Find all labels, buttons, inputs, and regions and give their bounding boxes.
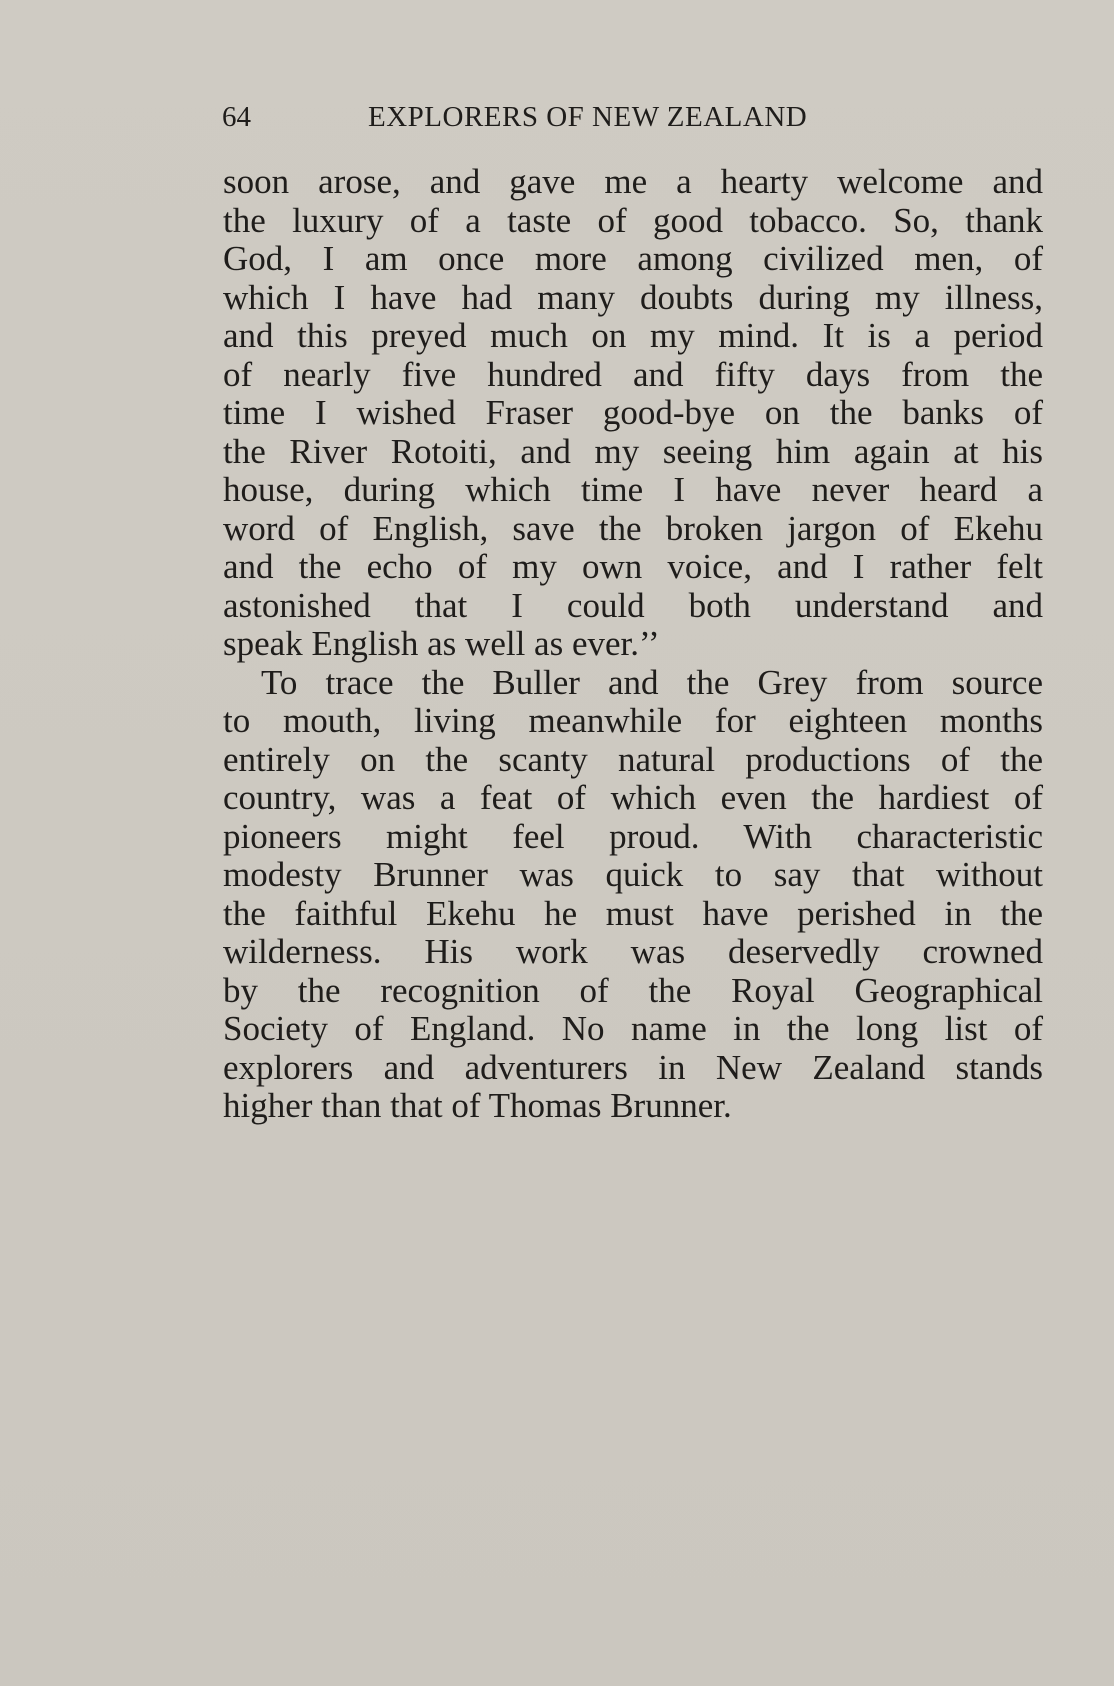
text-line: speak English as well as ever.’’ [223,624,660,663]
text-line: by the recognition of the Royal Geographical [223,970,1043,1010]
page-number: 64 [222,101,251,133]
text-line: time I wished Fraser good-bye on the banks of [223,393,1043,432]
running-head-title: EXPLORERS OF NEW ZEALAND [368,101,808,133]
text-line: house, during which time I have never heard a [223,470,1043,509]
text-line: of nearly five hundred and fifty days from the [223,354,1043,394]
text-line: explorers and adventurers in New Zealand stands [223,1047,1043,1087]
text-line: Society of England. No name in the long list of [223,1009,1043,1048]
text-line: soon arose, and gave me a hearty welcome and [223,162,1043,201]
text-line: astonished that I could both understand and [223,585,1043,625]
text-line: wilderness. His work was deservedly crowned [223,932,1043,971]
body-text [223,163,1043,1126]
text-line: To trace the Buller and the Grey from source [261,662,1043,702]
text-line: higher than that of Thomas Brunner. [223,1086,732,1125]
text-line: the luxury of a taste of good tobacco. So, thank [223,200,1043,240]
text-line: God, I am once more among civilized men, of [223,239,1043,278]
running-head [222,97,1045,137]
text-line: pioneers might feel proud. With characteristic [223,816,1043,856]
text-line: word of English, save the broken jargon of Ekehu [223,508,1043,548]
text-line: the faithful Ekehu he must have perished in the [223,893,1043,933]
text-line: country, was a feat of which even the hardiest of [223,778,1043,817]
paragraph-2 [223,664,1043,1126]
text-line: and the echo of my own voice, and I rather felt [223,547,1043,586]
text-line: which I have had many doubts during my illness, [223,277,1043,317]
paragraph-1 [223,163,1043,664]
text-line: the River Rotoiti, and my seeing him again at his [223,431,1043,471]
text-line: modesty Brunner was quick to say that without [223,855,1043,894]
text-line: to mouth, living meanwhile for eighteen months [223,701,1043,740]
text-line: and this preyed much on my mind. It is a period [223,316,1043,355]
text-line: entirely on the scanty natural productions of the [223,739,1043,779]
